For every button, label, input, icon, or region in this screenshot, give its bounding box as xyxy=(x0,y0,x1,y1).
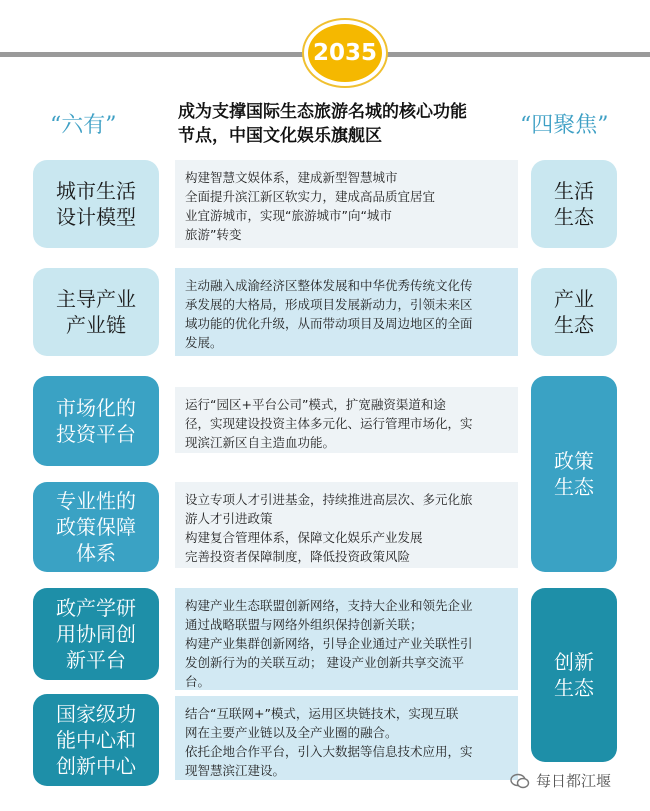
pillar-label-line: 国家级功 xyxy=(56,702,136,726)
detail-line: 发创新行为的关联互动； 建设产业创新共享交流平 xyxy=(185,655,464,670)
detail-line: 完善投资者保障制度，降低投资政策风险 xyxy=(185,549,411,564)
focus-label-line: 生态 xyxy=(554,205,594,229)
watermark-text: 每日都江堰 xyxy=(536,772,612,790)
pillar-label-line: 能中心和 xyxy=(56,728,136,752)
pillar-label-line: 政策保障 xyxy=(56,515,136,539)
detail-line: 径，实现建设投资主体多元化、运行管理市场化，实 xyxy=(185,416,473,431)
focus-label-line: 生态 xyxy=(554,475,594,499)
focus-box-4 xyxy=(531,588,617,762)
pillar-detail-5 xyxy=(175,588,518,690)
year-badge xyxy=(304,20,386,86)
detail-line: 承发展的大格局，形成项目发展新动力，引领未来区 xyxy=(185,297,473,312)
pillar-label-line: 新平台 xyxy=(66,648,126,672)
pillar-label-line: 投资平台 xyxy=(56,422,136,446)
detail-line: 设立专项人才引进基金，持续推进高层次、多元化旅 xyxy=(185,492,473,507)
detail-line: 构建产业生态联盟创新网络，支持大企业和领先企业 xyxy=(185,598,473,613)
pillar-label-line: 体系 xyxy=(76,541,116,565)
detail-line: 域功能的优化升级，从而带动项目及周边地区的全面 xyxy=(185,316,473,331)
pillar-box-2 xyxy=(33,268,159,356)
focus-label-line: 生态 xyxy=(554,676,594,700)
focus-label-line: 生态 xyxy=(554,313,594,337)
pillar-detail-1 xyxy=(175,160,518,248)
focus-label-line: 政策 xyxy=(554,449,594,473)
watermark xyxy=(510,770,611,791)
detail-line: 构建复合管理体系，保障文化娱乐产业发展 xyxy=(185,530,423,545)
pillar-detail-4 xyxy=(175,482,518,568)
detail-line: 现滨江新区自主造血功能。 xyxy=(185,435,336,450)
headline-line: 节点，中国文化娱乐旗舰区 xyxy=(178,126,382,146)
focus-label-line: 生活 xyxy=(554,179,594,203)
detail-line: 网在主要产业链以及全产业圈的融合。 xyxy=(185,725,398,740)
detail-line: 主动融入成渝经济区整体发展和中华优秀传统文化传 xyxy=(185,278,473,293)
pillar-detail-3 xyxy=(175,387,518,453)
pillar-box-1 xyxy=(33,160,159,248)
detail-line: 构建智慧文娱体系，建成新型智慧城市 xyxy=(185,170,398,185)
detail-line: 全面提升滨江新区软实力，建成高品质宜居宜 xyxy=(185,189,436,204)
pillar-label-line: 产业链 xyxy=(66,313,126,337)
pillar-box-3 xyxy=(33,376,159,466)
detail-line: 结合“互联网+”模式，运用区块链技术，实现互联 xyxy=(185,706,459,721)
headline-line: 成为支撑国际生态旅游名城的核心功能 xyxy=(178,102,467,122)
pillar-label-line: 用协同创 xyxy=(56,622,136,646)
headline xyxy=(178,100,518,148)
detail-line: 发展。 xyxy=(185,335,223,350)
detail-line: 构建产业集群创新网络，引导企业通过产业关联性引 xyxy=(185,636,473,651)
focus-box-2 xyxy=(531,268,617,356)
detail-line: 通过战略联盟与网络外组织保持创新关联； xyxy=(185,617,423,632)
detail-line: 业宜游城市，实现“旅游城市”向“城市 xyxy=(185,208,392,223)
detail-line: 游人才引进政策 xyxy=(185,511,273,526)
focus-box-3 xyxy=(531,376,617,572)
year-label: 2035 xyxy=(312,40,377,66)
pillar-detail-2 xyxy=(175,268,518,356)
pillar-label-line: 城市生活 xyxy=(56,179,136,203)
left-heading: “六有” xyxy=(50,113,117,138)
detail-line: 依托企地合作平台，引入大数据等信息技术应用，实 xyxy=(185,744,473,759)
pillar-label-line: 专业性的 xyxy=(56,489,136,513)
wechat-icon xyxy=(510,773,530,789)
detail-line: 台。 xyxy=(185,674,211,689)
pillar-box-4 xyxy=(33,482,159,572)
pillar-label-line: 市场化的 xyxy=(56,396,136,420)
pillar-label-line: 创新中心 xyxy=(56,754,136,778)
pillar-detail-6 xyxy=(175,696,518,780)
pillar-label-line: 政产学研 xyxy=(56,596,136,620)
focus-label-line: 产业 xyxy=(554,287,594,311)
detail-line: 运行“园区+平台公司”模式，扩宽融资渠道和途 xyxy=(185,397,446,412)
pillar-box-6 xyxy=(33,694,159,786)
focus-label-line: 创新 xyxy=(554,650,594,674)
detail-line: 现智慧滨江建设。 xyxy=(185,763,286,778)
focus-box-1 xyxy=(531,160,617,248)
pillar-box-5 xyxy=(33,588,159,680)
pillar-label-line: 主导产业 xyxy=(56,287,136,311)
right-heading: “四聚焦” xyxy=(520,113,609,138)
detail-line: 旅游”转变 xyxy=(185,227,242,242)
pillar-label-line: 设计模型 xyxy=(56,205,136,229)
